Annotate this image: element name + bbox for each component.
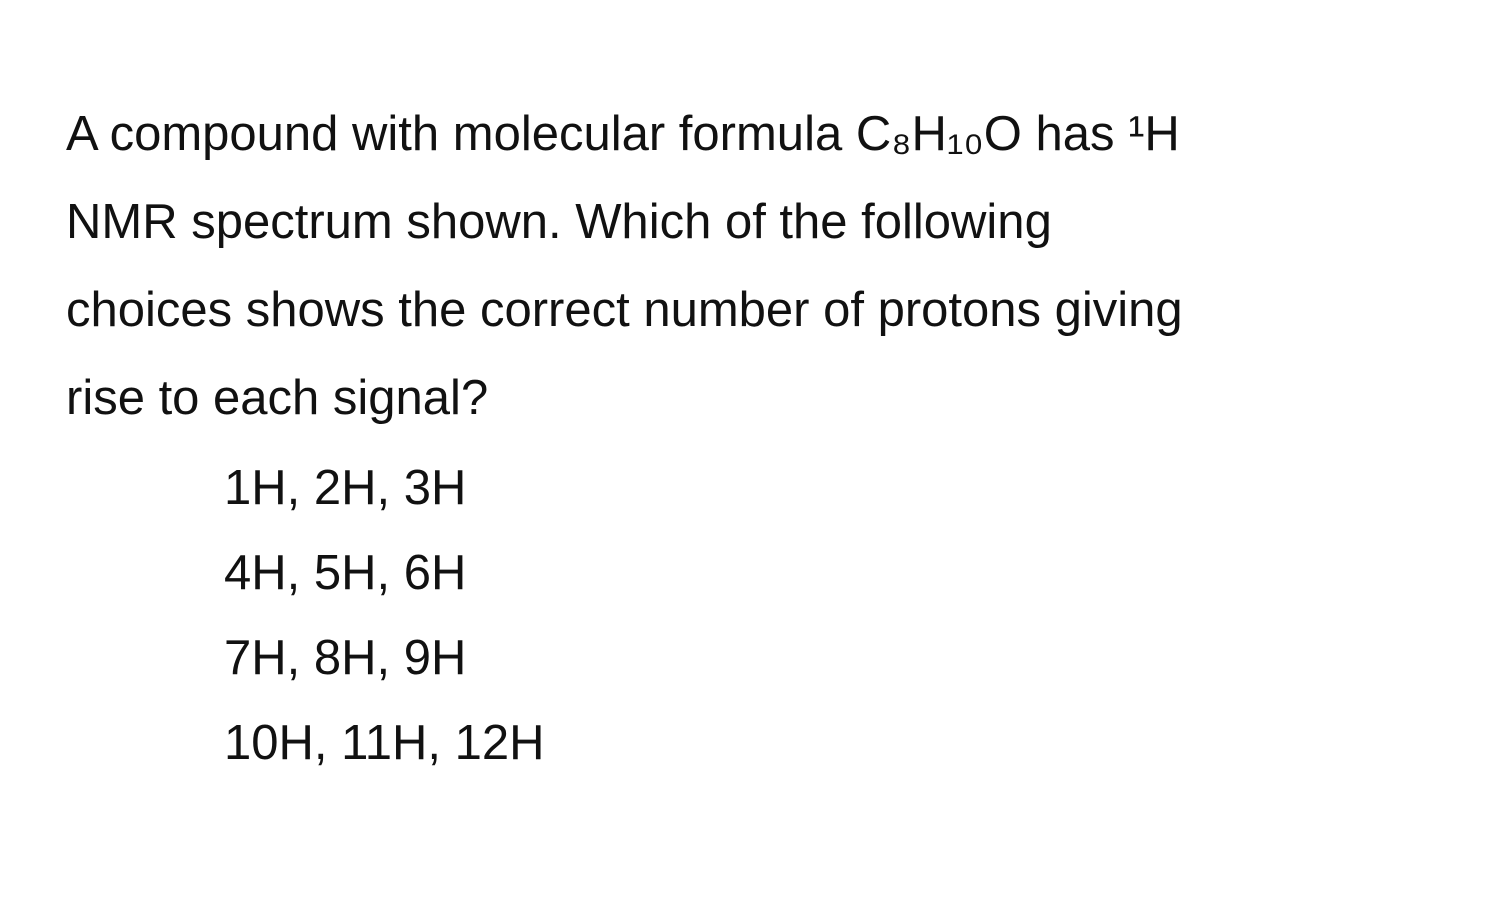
answer-choice-4[interactable]: 10H, 11H, 12H [224, 716, 545, 770]
question-line: choices shows the correct number of protons giving [66, 283, 1183, 337]
answer-choice-2[interactable]: 4H, 5H, 6H [224, 546, 467, 600]
question-line: A compound with molecular formula C₈H₁₀O has ¹H [66, 107, 1180, 161]
question-line: NMR spectrum shown. Which of the following [66, 195, 1052, 249]
question-text [66, 90, 1466, 442]
answer-choices [224, 446, 545, 786]
answer-choice-1[interactable]: 1H, 2H, 3H [224, 461, 467, 515]
answer-choice-3[interactable]: 7H, 8H, 9H [224, 631, 467, 685]
question-line: rise to each signal? [66, 371, 489, 425]
